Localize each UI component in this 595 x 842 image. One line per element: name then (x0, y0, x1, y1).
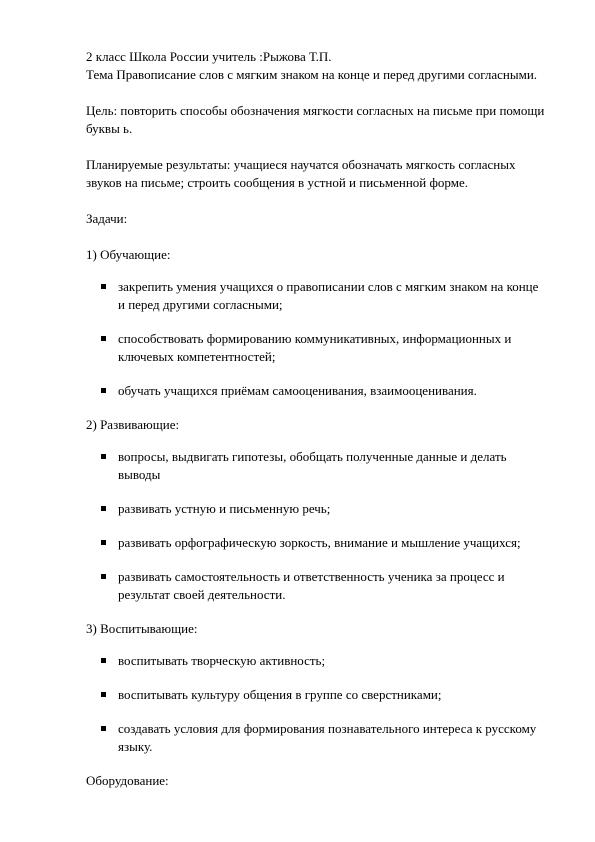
tasks-heading: Задачи: (86, 211, 128, 226)
list-item-text: способствовать формированию коммуникативных, информационных и ключевых компетентностей; (118, 331, 512, 364)
group-title-upbringing: 3) Воспитывающие: (86, 621, 198, 636)
list-item (86, 500, 546, 518)
list-item-text: создавать условия для формирования познавательного интереса к русскому языку. (118, 721, 537, 754)
list-item-text: развивать устную и письменную речь; (118, 501, 331, 516)
list-item-text: закрепить умения учащихся о правописании слов с мягким знаком на конце и перед другими согласными; (118, 279, 539, 312)
square-bullet-icon (101, 336, 106, 341)
group-title-teaching: 1) Обучающие: (86, 247, 171, 262)
document-page (86, 48, 546, 790)
square-bullet-icon (101, 658, 106, 663)
square-bullet-icon (101, 388, 106, 393)
square-bullet-icon (101, 692, 106, 697)
list-item-text: развивать орфографическую зоркость, внимание и мышление учащихся; (118, 535, 521, 550)
square-bullet-icon (101, 574, 106, 579)
square-bullet-icon (101, 540, 106, 545)
equipment-label: Оборудование: (86, 773, 169, 788)
teaching-list (86, 278, 546, 400)
list-item (86, 652, 546, 670)
square-bullet-icon (101, 454, 106, 459)
upbringing-list (86, 652, 546, 756)
list-item (86, 330, 546, 366)
header-line: 2 класс Школа России учитель :Рыжова Т.П. (86, 49, 332, 64)
planned-results: Планируемые результаты: учащиеся научатся обозначать мягкость согласных звуков на письме; строить сообщения в устной и письменной форме. (86, 157, 516, 190)
list-item (86, 720, 546, 756)
square-bullet-icon (101, 726, 106, 731)
list-item (86, 568, 546, 604)
list-item-text: воспитывать творческую активность; (118, 653, 326, 668)
list-item-text: вопросы, выдвигать гипотезы, обобщать полученные данные и делать выводы (118, 449, 507, 482)
list-item (86, 448, 546, 484)
developing-list (86, 448, 546, 604)
list-item (86, 686, 546, 704)
lesson-goal: Цель: повторить способы обозначения мягкости согласных на письме при помощи буквы ь. (86, 103, 545, 136)
list-item-text: обучать учащихся приёмам самооценивания, взаимооценивания. (118, 383, 477, 398)
list-item-text: воспитывать культуру общения в группе со сверстниками; (118, 687, 442, 702)
list-item (86, 534, 546, 552)
list-item-text: развивать самостоятельность и ответственность ученика за процесс и результат своей деятельности. (118, 569, 505, 602)
group-title-developing: 2) Развивающие: (86, 417, 180, 432)
lesson-topic: Тема Правописание слов с мягким знаком на конце и перед другими согласными. (86, 67, 538, 82)
square-bullet-icon (101, 284, 106, 289)
list-item (86, 278, 546, 314)
square-bullet-icon (101, 506, 106, 511)
list-item (86, 382, 546, 400)
